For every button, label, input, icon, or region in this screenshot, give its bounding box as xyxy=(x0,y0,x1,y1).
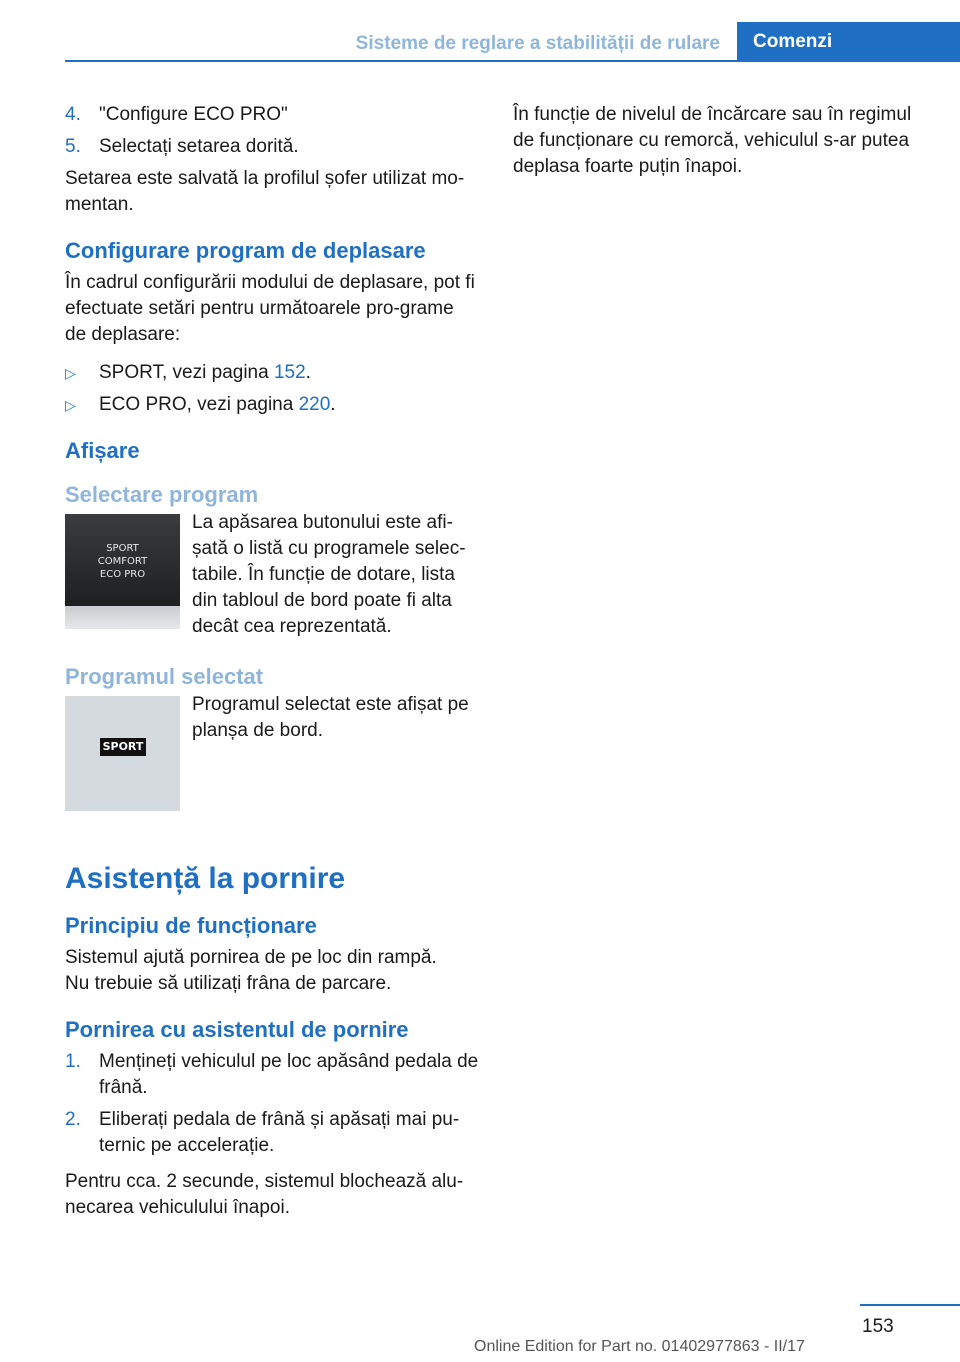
image-block xyxy=(65,514,480,640)
image-block xyxy=(65,696,480,811)
heading-afisare: Afișare xyxy=(65,438,140,463)
selected-program-image xyxy=(65,696,180,811)
program-list-image xyxy=(65,514,180,629)
step-text: Eliberați pedala de frână și apăsați mai pu‐ternic pe accelerație. xyxy=(99,1109,460,1156)
image-caption: Programul selectat este afișat pe planșa de bord. xyxy=(192,694,469,741)
step-number: 2. xyxy=(65,1109,81,1130)
paragraph: În cadrul configurării modului de deplasare, pot fi efectuate setări pentru următoarele pro‐grame de deplasare: xyxy=(65,272,475,345)
paragraph: Pentru cca. 2 secunde, sistemul blochează alu‐necarea vehiculului înapoi. xyxy=(65,1171,464,1218)
list-item xyxy=(65,1107,480,1159)
step-number: 5. xyxy=(65,136,81,157)
paragraph: Sistemul ajută pornirea de pe loc din rampă. xyxy=(65,947,437,968)
list-item xyxy=(65,392,480,418)
step-number: 4. xyxy=(65,104,81,125)
list-item xyxy=(65,1049,480,1101)
heading-configurare: Configurare program de deplasare xyxy=(65,238,426,263)
paragraph: Nu trebuie să utilizați frâna de parcare. xyxy=(65,973,392,994)
image-line: COMFORT xyxy=(97,556,148,567)
heading-programul-selectat: Programul selectat xyxy=(65,664,264,689)
left-column xyxy=(65,102,480,1221)
footer-rule xyxy=(860,1304,960,1306)
triangle-bullet-icon: ▷ xyxy=(65,365,76,381)
image-line: ECO PRO xyxy=(99,569,146,580)
image-caption: La apăsarea butonului este afi‐șată o listă cu programele selec‐tabile. În funcție de dotare, lista din tabloul de bord poate fi alta decât cea reprezentată. xyxy=(192,512,466,637)
paragraph: În funcție de nivelul de încărcare sau în regimul de funcționare cu remorcă, vehiculul s-ar putea deplasa foarte puțin înapoi. xyxy=(513,104,912,177)
heading-selectare-program: Selectare program xyxy=(65,482,259,507)
list-item xyxy=(65,134,480,160)
page-number: 153 xyxy=(862,1316,894,1337)
heading-principiu: Principiu de funcționare xyxy=(65,913,317,938)
list-item xyxy=(65,102,480,128)
image-line: SPORT xyxy=(106,543,139,554)
footer-edition: Online Edition for Part no. 01402977863 - II/17 xyxy=(474,1338,805,1355)
paragraph: Setarea este salvată la profilul șofer utilizat mo‐mentan. xyxy=(65,168,465,215)
header-section-title: Sisteme de reglare a stabilității de rulare xyxy=(355,33,720,54)
step-text: "Configure ECO PRO" xyxy=(99,104,288,125)
bullet-text: ECO PRO, vezi pagina xyxy=(99,394,299,415)
step-text: Selectați setarea dorită. xyxy=(99,136,299,157)
list-item xyxy=(65,360,480,386)
header-chapter-tab[interactable]: Comenzi xyxy=(737,22,960,62)
triangle-bullet-icon: ▷ xyxy=(65,397,76,413)
header-rule xyxy=(65,60,737,62)
page-link[interactable]: 152 xyxy=(273,362,306,383)
program-badge: SPORT xyxy=(100,738,146,756)
heading-pornirea: Pornirea cu asistentul de pornire xyxy=(65,1017,409,1042)
bullet-end: . xyxy=(330,394,336,415)
page-link[interactable]: 220 xyxy=(298,394,331,415)
bullet-text: SPORT, vezi pagina xyxy=(99,362,274,383)
right-column xyxy=(513,102,931,180)
bullet-end: . xyxy=(305,362,311,383)
heading-asistenta: Asistență la pornire xyxy=(65,862,346,895)
step-number: 1. xyxy=(65,1051,81,1072)
step-text: Mențineți vehiculul pe loc apăsând pedala de frână. xyxy=(99,1051,479,1098)
